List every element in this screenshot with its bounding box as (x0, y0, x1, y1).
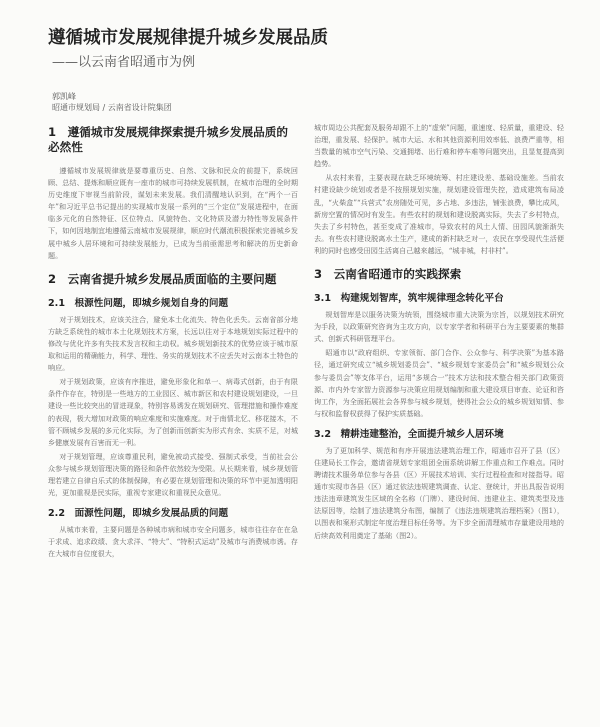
section-2-1-paragraph-3: 对于规划管理，应该尊重民利，避免被动式接受、强制式承受，当前社会公众参与城乡规划管理决策的路径和条件依然较为受限。从长期来看，城乡规划管理若建立自律自乐式的体制保障，有必要在规划管理和决策的环节中更加透明阳光，更加重视是民实际，重视专家建议和重视民众意见。 (48, 451, 298, 498)
author-name: 郭凯峰 (52, 92, 76, 101)
section-2-1-heading: 2.1 根源性问题，即城乡规划自身的问题 (48, 297, 229, 309)
section-3-2-paragraph-1: 为了更加科学、规范和有序开展违法建筑治理工作，昭通市召开了县（区）住建局长工作会，邀请省规划专家组团全面系统讲解工作重点和工作难点。同时聘请技术服务单位参与各县（区）开展技术培训、实行过程检查和对接指导。昭通市实现市各县（区）通过依法违规建筑调查、认定、登统计，并出具报告说明违法违章建筑发生区域的全名称（门牌）、建设时间、违建业主、建筑类型及违法原因等，绘制了违法建筑分布图，编制了《违法违规建筑治理档案》（图1），以图表和案形式制定年度治理目标任务等。为下步全面清理城市存量建设用地的后续高效利用奠定了基础（图2）。 (314, 445, 564, 540)
section-2-2-paragraph-1: 从城市来看，主要问题是各种城市病和城市安全问题多，城市往往存在在急于求成、追求政绩、贪大求洋、“特大”、“特积式运动”及城市与消费城市诱。存在大城市自位度很大， (48, 525, 298, 559)
section-1-heading: 1 遵循城市发展规律探索提升城乡发展品质的必然性 (48, 125, 288, 154)
section-3-1-heading: 3.1 构建规划智库，筑牢规律理念转化平台 (314, 293, 504, 305)
continued-paragraph-1: 城市周边公共配套及服务却跟不上的“虚荣”问题，重速度、轻质量，重建设、轻治理，重发展、轻保护。城市大运、水和其他资源利用效率低、浪费严重等，相当数量的城市空气污染、交通拥堵、出行难和停车难等问题突出，且显复提高到趋势。 (314, 123, 564, 169)
section-3-heading: 3 云南省昭通市的实践探索 (314, 267, 462, 282)
section-3-1-paragraph-1: 规划智库是以服务决策为统领，围绕城市重大决策为宗旨，以规划技术研究为手段，以政策研究咨询为主攻方向，以专家学者和科研平台为主要要素的集群式、创新式科研管理平台。 (314, 310, 564, 344)
section-1-paragraph: 遵循城市发展规律就是要尊重历史、自然、文脉和民众的前提下，系统回顾、总结、提炼和顺应既有一座市的城市可持续发展机制，在城市治理的全时期历史维度下审视当前阶段，谋划未来发展。我们清醒地认识到，在“两个一百年”和习近平总书记提出的实现城市发展一系列的“三个定位”发展进程中，在面临多元化的自然特征、区位特点、风貌特色、文化特质及潜力特性等发展条件下，如何因地制宜地遵循云南城市发展规律，顺应时代潮流积极探索完善城乡发展中城乡人居环境和可持续发展能力，已成为当前亟需思考和解决的历史新命题。 (48, 166, 298, 260)
section-3-1-paragraph-2: 昭通市以“政府组织、专家领衔、部门合作、公众参与、科学决策”为基本路径，通过研究成立“城乡规划委员会”、“城乡规划专家委员会”和“城乡规划公众参与委员会”等支体平台，运用“多规合一”技术方法和技术整合相关部门政策资源、市内外专家智力资源参与决策应用规划编制和重大建设项目审查、论证和咨询工作，为全面拓展社会各界参与城乡规划，使得社会公众的城乡规划知情、参与权和监督权获得了保护实质基础。 (314, 348, 564, 418)
article-subtitle: ——以云南省昭通市为例 (52, 55, 196, 70)
section-3-2-heading: 3.2 精耕违建整治，全面提升城乡人居环境 (314, 428, 504, 440)
continued-paragraph-2: 从农村来看，主要表现在缺乏环境统筹、村庄建设差、基础设施差。当前农村建设缺少统划或者是不按照规划实施，规划建设管理失控，造成建筑布局凌乱，“火柴盒”“兵营式”农房随处可见，多占地、多违法，铺张浪费，攀比成风，新房空置的情况时有发生。有些农村的规划和建设脱离实际，失去了乡村特点，失去了乡村特色，甚至变成了准城市，导致农村的风土人情、田园风貌渐渐失去。有些农村建设脱离水土生产，建成的新村缺乏对一，农民在享受现代生活便利的同时也感受田园生活离自己越来越远，“城非城，村非村”。 (314, 173, 564, 255)
section-2-1-paragraph-2: 对于规划政策，应该有序推进，避免形象化和单一、病毒式创新，由于有限条件作存在，特别是一些地方的工业园区、城市新区和农村建设规划建设，一旦建设一些比较突出的冒进现象，特别容易诱发在规划研究、管理措施和操作难度的表现，极大增加对政策的响应难度和实施难度。对于南情北忆、移花接木，不管不顾城乡发展的多元化实际，为了创新而创新实为形式有余、实质不足，对城乡健康发展有百害而无一利。 (48, 377, 298, 447)
section-2-2-heading: 2.2 面源性问题，即城乡发展品质的问题 (48, 508, 229, 520)
section-2-1-paragraph-1: 对于规划技术，应该关注合，避免本土化流失、特色化丢失。云南省部分地方缺乏系统性的城市本土化规划技术方案，长远以往对于本地规划实际过程中的修改与优化许多有失技术发言权和主动权。城乡规划新技术的优势应该于城市原取和运用的精确能力，科学、理性、务实的规划技术不应丢失对云南本土特色的响应。 (48, 314, 298, 373)
section-2-heading: 2 云南省提升城乡发展品质面临的主要问题 (48, 271, 277, 286)
author-affiliation: 昭通市规划局 / 云南省设计院集团 (52, 103, 172, 112)
article-title: 遵循城市发展规律提升城乡发展品质 (48, 28, 328, 48)
left-column (48, 125, 298, 562)
right-column (314, 122, 564, 544)
